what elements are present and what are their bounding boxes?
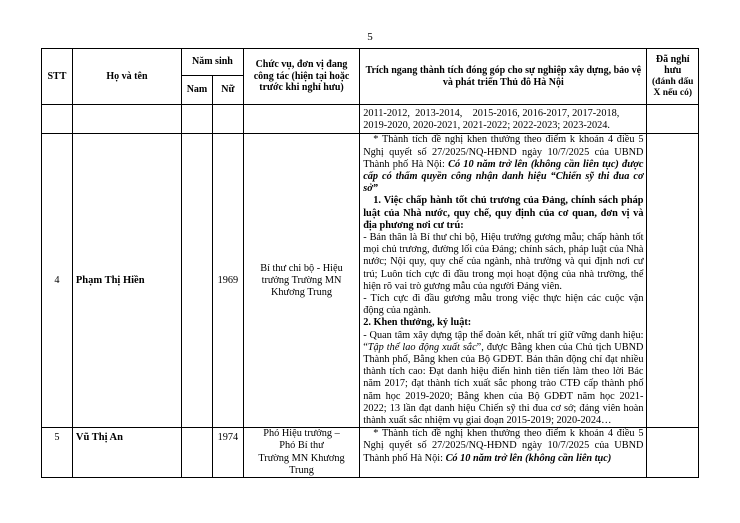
header-achievement: Trích ngang thành tích đóng góp cho sự nghiệp xây dựng, bảo vệ và phát triển Thủ đô Hà Nội: [360, 49, 647, 105]
header-position: Chức vụ, đơn vị đang công tác (hiện tại hoặc trước khi nghỉ hưu): [243, 49, 359, 105]
row-retired: [647, 428, 699, 478]
row-position: Bí thư chi bộ - Hiệu trưởng Trường MN Khương Trung: [243, 134, 359, 428]
continuation-text: 2011-2012, 2013-2014, 2015-2016, 2016-2017, 2017-2018, 2019-2020, 2020-2021, 2021-2022; 2022-2023; 2023-2024.: [360, 105, 647, 134]
header-stt: STT: [42, 49, 73, 105]
row-male-year: [182, 134, 213, 428]
achievement-heading-1: 1. Việc chấp hành tốt chủ trương của Đảng, chính sách pháp luật của Nhà nước, quy chế, quy định của cơ quan, đơn vị và địa phương nơi cư trú:: [363, 195, 644, 231]
row-stt: 5: [42, 428, 73, 478]
row-stt: 4: [42, 134, 73, 428]
row-retired: [647, 134, 699, 428]
header-male: Nam: [182, 76, 213, 105]
header-retired-note: (đánh dấu X nếu có): [652, 76, 694, 98]
row-female-year: 1969: [212, 134, 243, 428]
header-retired: [647, 49, 699, 105]
header-birth-year: Năm sinh: [182, 49, 244, 76]
commendation-table: [41, 48, 699, 478]
header-female: Nữ: [212, 76, 243, 105]
row-male-year: [182, 428, 213, 478]
table-row: [42, 428, 699, 478]
row-female-year: 1974: [212, 428, 243, 478]
row-position: Phó Hiệu trưởng – Phó Bí thư Trường MN Khương Trung: [243, 428, 359, 478]
page-number: 5: [367, 31, 373, 43]
table-row-continuation: [42, 105, 699, 134]
table-row: [42, 134, 699, 428]
row-name: Phạm Thị Hiền: [72, 134, 181, 428]
row-achievement: * Thành tích đề nghị khen thưởng theo điểm k khoản 4 điều 5 Nghị quyết số 27/2025/NQ-HĐND ngày 10/7/2025 của UBND Thành phố Hà Nội: Có 10 năm trở lên (không cần liên tục): [360, 428, 647, 478]
row-name: Vũ Thị An: [72, 428, 181, 478]
header-retired-title: Đã nghỉ hưu: [655, 53, 690, 76]
row-achievement: * Thành tích đề nghị khen thưởng theo điểm k khoản 4 điều 5 Nghị quyết số 27/2025/NQ-HĐND ngày 10/7/2025 của UBND Thành phố Hà Nội: Có 10 năm trở lên (không cần liên tục) được cấp có thẩm quyền công nhận danh hiệu “Chiến sỹ thi đua cơ sở” 1. Việc chấp hành tốt chủ trương của Đảng, chính sách pháp luật của Nhà nước, quy chế, quy định của cơ quan, đơn vị và địa phương nơi cư trú: - Bản thân là Bí thư chi bộ, Hiệu trưởng gương mẫu; chấp hành tốt mọi chủ trương, đường lối của Đảng; chính sách, pháp luật của Nhà nước; Nội quy, quy chế của ngành, nhà trường và qui định nơi cư trú; Luôn tích cực đi đầu trong mọi hoạt động của nhà trường, thể hiện rõ vai trò gương mẫu của người Đảng viên. - Tích cực đi đầu gương mẫu trong việc thực hiện các cuộc vận động của ngành. 2. Khen thưởng, kỷ luật: - Quan tâm xây dựng tập thể đoàn kết, nhất trí giữ vững danh hiệu: “Tập thể lao động xuất sắc”, được Bằng khen của Chủ tịch UBND Thành phố, Bằng khen của Bộ GDĐT. Bản thân động chí đạt nhiều thành tích cao: Đạt danh hiệu điển hình tiên tiến làm theo lời Bác năm 2017; đạt thành tích xuất sắc phong trào CTĐ cấp thành phố năm học 2019-2020; Bằng khen của Bộ GDĐT năm học 2021-2022; 13 lần đạt danh hiệu Chiến sỹ thi đua cơ sở; đảng viên hoàn thành xuất sắc nhiệm vụ giai đoạn 2015-2019; 2020-2024…: [360, 134, 647, 428]
header-name: Họ và tên: [72, 49, 181, 105]
achievement-heading-2: 2. Khen thưởng, kỷ luật:: [363, 317, 472, 329]
